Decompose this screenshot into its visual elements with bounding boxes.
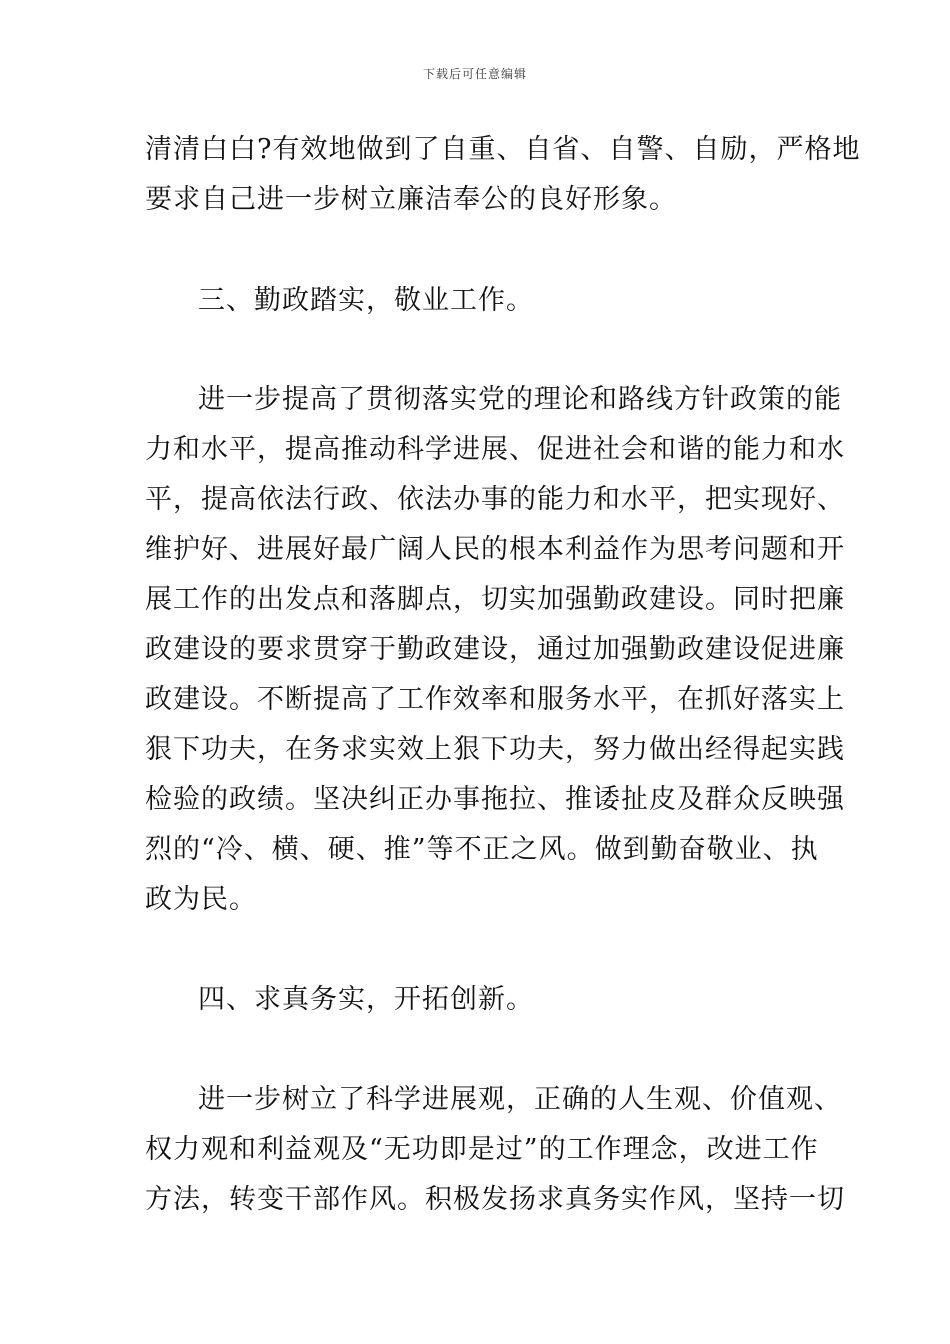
paragraph-line: 维护好、进展好最广阔人民的根本利益作为思考问题和开 <box>145 534 845 565</box>
header-note: 下载后可任意编辑 <box>422 67 527 81</box>
paragraph-line: 进一步树立了科学进展观，正确的人生观、价值观、 <box>198 1084 842 1115</box>
paragraph-line: 要求自己进一步树立廉洁奉公的良好形象。 <box>145 184 677 215</box>
paragraph-line: 政为民。 <box>145 884 257 915</box>
paragraph-line: 方法，转变干部作风。积极发扬求真务实作风，坚持一切 <box>145 1184 845 1215</box>
paragraph-line: 检验的政绩。坚决纠正办事拖拉、推诿扯皮及群众反映强 <box>145 784 845 815</box>
section-heading-3: 三、勤政踏实，敬业工作。 <box>198 285 534 316</box>
paragraph-line: 展工作的出发点和落脚点，切实加强勤政建设。同时把廉 <box>145 584 845 615</box>
paragraph-line: 烈的“冷、横、硬、推”等不正之风。做到勤奋敬业、执 <box>145 834 819 865</box>
paragraph-line: 政建设的要求贯穿于勤政建设，通过加强勤政建设促进廉 <box>145 634 845 665</box>
paragraph-line: 平，提高依法行政、依法办事的能力和水平，把实现好、 <box>145 484 845 515</box>
paragraph-line: 进一步提高了贯彻落实党的理论和路线方针政策的能 <box>198 384 842 415</box>
paragraph-line: 政建设。不断提高了工作效率和服务水平，在抓好落实上 <box>145 684 845 715</box>
paragraph-line: 狠下功夫，在务求实效上狠下功夫，努力做出经得起实践 <box>145 734 845 765</box>
paragraph-line: 力和水平，提高推动科学进展、促进社会和谐的能力和水 <box>145 434 845 465</box>
paragraph-line: 清清白白?有效地做到了自重、自省、自警、自励，严格地 <box>145 134 861 165</box>
paragraph-line: 权力观和利益观及“无功即是过”的工作理念，改进工作 <box>145 1134 819 1165</box>
section-heading-4: 四、求真务实，开拓创新。 <box>198 984 534 1015</box>
